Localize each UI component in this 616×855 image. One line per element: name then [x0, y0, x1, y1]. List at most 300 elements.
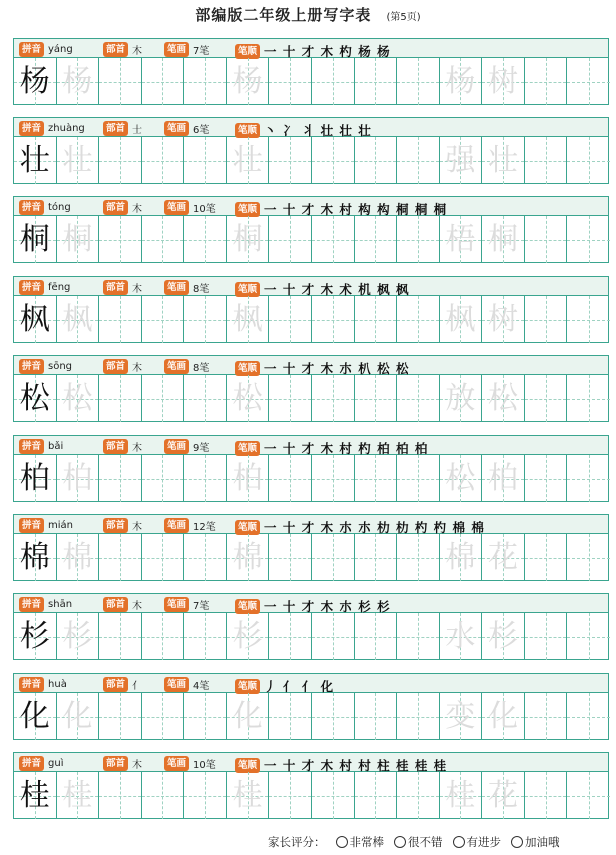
- writing-cell[interactable]: [57, 455, 100, 502]
- writing-cell[interactable]: [14, 693, 57, 740]
- stroke-order-value: 一 十 才 木 杓 杨 杨: [264, 44, 391, 59]
- writing-cell[interactable]: [99, 772, 142, 819]
- trace-character: 杨: [232, 63, 263, 99]
- writing-cell[interactable]: [227, 772, 270, 819]
- writing-cell[interactable]: [14, 296, 57, 343]
- writing-cell[interactable]: [312, 455, 355, 502]
- writing-cell[interactable]: [355, 137, 398, 184]
- writing-cell[interactable]: [525, 296, 568, 343]
- info-bar: [14, 674, 608, 693]
- model-character: 桐: [19, 221, 50, 257]
- writing-cell[interactable]: [312, 296, 355, 343]
- trace-word-char: 花: [487, 777, 518, 813]
- writing-cell[interactable]: [142, 693, 185, 740]
- writing-cell[interactable]: [184, 216, 227, 263]
- strokes-tag: 笔画: [164, 597, 189, 612]
- writing-cell[interactable]: [440, 375, 483, 422]
- stroke-order-tag: 笔顺: [235, 202, 260, 217]
- writing-cell[interactable]: [482, 137, 525, 184]
- writing-cell[interactable]: [482, 693, 525, 740]
- header: [0, 4, 616, 28]
- writing-cell[interactable]: [184, 58, 227, 105]
- writing-cell[interactable]: [397, 137, 440, 184]
- writing-cell[interactable]: [312, 613, 355, 660]
- writing-cell[interactable]: [142, 772, 185, 819]
- radical-tag: 部首: [103, 756, 128, 771]
- trace-character: 松: [232, 380, 263, 416]
- writing-cell[interactable]: [227, 375, 270, 422]
- writing-cell[interactable]: [227, 613, 270, 660]
- writing-cell[interactable]: [440, 693, 483, 740]
- radical-value: 木: [132, 363, 143, 374]
- writing-cell[interactable]: [397, 216, 440, 263]
- rating-option-excellent[interactable]: [336, 834, 385, 850]
- trace-character: 壮: [62, 142, 93, 178]
- trace-character: 杉: [62, 618, 93, 654]
- pinyin-tag: 拼音: [19, 597, 44, 612]
- writing-cell[interactable]: [184, 296, 227, 343]
- trace-character: 柏: [232, 460, 263, 496]
- stroke-order-value: 一 十 才 木 朩 朩 朸 朸 杓 杓 棉 棉: [264, 520, 485, 535]
- writing-cell[interactable]: [142, 296, 185, 343]
- pinyin-tag: 拼音: [19, 439, 44, 454]
- stroke-order-value: 一 十 才 木 朩 朳 松 松: [264, 361, 410, 376]
- trace-word-char: 强: [445, 142, 476, 178]
- model-character: 化: [19, 698, 50, 734]
- radical-value: 木: [132, 601, 143, 612]
- writing-cell[interactable]: [14, 613, 57, 660]
- writing-cell[interactable]: [99, 375, 142, 422]
- writing-grid: [14, 216, 608, 263]
- page-title: 部编版二年级上册写字表: [195, 6, 372, 24]
- rating-label: 家长评分：: [268, 835, 326, 849]
- writing-cell[interactable]: [397, 613, 440, 660]
- writing-cell[interactable]: [440, 58, 483, 105]
- writing-cell[interactable]: [14, 375, 57, 422]
- rating-option-good[interactable]: [394, 834, 443, 850]
- writing-cell[interactable]: [99, 296, 142, 343]
- writing-cell[interactable]: [57, 296, 100, 343]
- writing-cell[interactable]: [355, 534, 398, 581]
- writing-grid: [14, 296, 608, 343]
- writing-cell[interactable]: [525, 216, 568, 263]
- character-block: [13, 593, 609, 660]
- writing-cell[interactable]: [99, 613, 142, 660]
- writing-cell[interactable]: [227, 534, 270, 581]
- pinyin-tag: 拼音: [19, 280, 44, 295]
- trace-word-char: 桐: [487, 221, 518, 257]
- writing-cell[interactable]: [99, 216, 142, 263]
- pinyin-tag: 拼音: [19, 200, 44, 215]
- writing-cell[interactable]: [482, 455, 525, 502]
- writing-cell[interactable]: [227, 455, 270, 502]
- info-bar: [14, 277, 608, 296]
- strokes-tag: 笔画: [164, 677, 189, 692]
- model-character: 棉: [19, 539, 50, 575]
- parent-rating: [268, 834, 613, 850]
- writing-cell[interactable]: [227, 296, 270, 343]
- pinyin-value: mián: [48, 520, 74, 531]
- stroke-order-tag: 笔顺: [235, 758, 260, 773]
- info-bar: [14, 39, 608, 58]
- writing-cell[interactable]: [57, 375, 100, 422]
- writing-cell[interactable]: [397, 534, 440, 581]
- writing-grid: [14, 613, 608, 660]
- strokes-tag: 笔画: [164, 280, 189, 295]
- writing-cell[interactable]: [397, 296, 440, 343]
- stroke-order-tag: 笔顺: [235, 361, 260, 376]
- character-block: [13, 276, 609, 343]
- radio-circle-icon[interactable]: [453, 836, 465, 848]
- trace-character: 棉: [62, 539, 93, 575]
- radical-tag: 部首: [103, 200, 128, 215]
- info-bar: [14, 753, 608, 772]
- stroke-order-tag: 笔顺: [235, 123, 260, 138]
- model-character: 壮: [19, 142, 50, 178]
- writing-cell[interactable]: [312, 772, 355, 819]
- writing-cell[interactable]: [355, 375, 398, 422]
- character-block: [13, 117, 609, 184]
- pinyin-tag: 拼音: [19, 518, 44, 533]
- character-block: [13, 435, 609, 502]
- pinyin-value: tóng: [48, 202, 71, 213]
- writing-cell[interactable]: [567, 772, 610, 819]
- writing-cell[interactable]: [142, 455, 185, 502]
- writing-cell[interactable]: [57, 216, 100, 263]
- radical-tag: 部首: [103, 121, 128, 136]
- stroke-order-tag: 笔顺: [235, 282, 260, 297]
- trace-character: 松: [62, 380, 93, 416]
- strokes-value: 10笔: [193, 760, 216, 771]
- writing-cell[interactable]: [567, 216, 610, 263]
- pinyin-value: guì: [48, 758, 64, 769]
- writing-cell[interactable]: [397, 58, 440, 105]
- writing-cell[interactable]: [14, 455, 57, 502]
- stroke-order-value: 一 十 才 木 术 机 枫 枫: [264, 282, 410, 297]
- writing-cell[interactable]: [525, 58, 568, 105]
- writing-cell[interactable]: [397, 455, 440, 502]
- writing-cell[interactable]: [440, 455, 483, 502]
- pinyin-value: yáng: [48, 44, 73, 55]
- strokes-value: 8笔: [193, 284, 210, 295]
- stroke-order-tag: 笔顺: [235, 441, 260, 456]
- writing-cell[interactable]: [397, 375, 440, 422]
- radio-circle-icon[interactable]: [336, 836, 348, 848]
- writing-cell[interactable]: [440, 772, 483, 819]
- trace-character: 化: [62, 698, 93, 734]
- writing-grid: [14, 375, 608, 422]
- writing-cell[interactable]: [269, 58, 312, 105]
- writing-cell[interactable]: [184, 693, 227, 740]
- trace-word-char: 梧: [445, 221, 476, 257]
- model-character: 枫: [19, 301, 50, 337]
- writing-cell[interactable]: [482, 216, 525, 263]
- writing-cell[interactable]: [14, 216, 57, 263]
- info-bar: [14, 436, 608, 455]
- trace-character: 杨: [62, 63, 93, 99]
- radio-circle-icon[interactable]: [394, 836, 406, 848]
- radical-value: 木: [132, 46, 143, 57]
- radio-circle-icon[interactable]: [511, 836, 523, 848]
- writing-cell[interactable]: [142, 375, 185, 422]
- writing-cell[interactable]: [227, 58, 270, 105]
- writing-cell[interactable]: [312, 216, 355, 263]
- writing-cell[interactable]: [14, 772, 57, 819]
- writing-cell[interactable]: [567, 137, 610, 184]
- writing-cell[interactable]: [567, 296, 610, 343]
- writing-cell[interactable]: [99, 534, 142, 581]
- strokes-tag: 笔画: [164, 359, 189, 374]
- strokes-value: 8笔: [193, 363, 210, 374]
- stroke-order-value: 一 十 才 木 村 村 柱 桂 桂 桂: [264, 758, 448, 773]
- writing-cell[interactable]: [440, 613, 483, 660]
- writing-cell[interactable]: [312, 534, 355, 581]
- rating-option-label: 有进步: [466, 835, 501, 849]
- writing-cell[interactable]: [57, 613, 100, 660]
- pinyin-tag: 拼音: [19, 756, 44, 771]
- trace-character: 壮: [232, 142, 263, 178]
- trace-character: 桂: [62, 777, 93, 813]
- radical-value: 木: [132, 284, 143, 295]
- stroke-order-tag: 笔顺: [235, 599, 260, 614]
- writing-grid: [14, 137, 608, 184]
- writing-grid: [14, 693, 608, 740]
- strokes-value: 10笔: [193, 204, 216, 215]
- writing-cell[interactable]: [142, 216, 185, 263]
- radical-tag: 部首: [103, 677, 128, 692]
- writing-cell[interactable]: [482, 375, 525, 422]
- stroke-order-value: 丶 冫 丬 壮 壮 壮: [264, 123, 372, 138]
- model-character: 杉: [19, 618, 50, 654]
- trace-word-char: 放: [445, 380, 476, 416]
- writing-cell[interactable]: [440, 137, 483, 184]
- writing-cell[interactable]: [312, 375, 355, 422]
- model-character: 杨: [19, 63, 50, 99]
- writing-cell[interactable]: [525, 772, 568, 819]
- strokes-tag: 笔画: [164, 200, 189, 215]
- page-number: (第5页): [386, 12, 421, 23]
- info-bar: [14, 594, 608, 613]
- character-block: [13, 355, 609, 422]
- pinyin-value: shān: [48, 599, 73, 610]
- writing-cell[interactable]: [57, 772, 100, 819]
- trace-word-char: 松: [487, 380, 518, 416]
- writing-cell[interactable]: [355, 296, 398, 343]
- writing-cell[interactable]: [184, 375, 227, 422]
- pinyin-value: fēng: [48, 282, 71, 293]
- trace-word-char: 枫: [445, 301, 476, 337]
- writing-grid: [14, 455, 608, 502]
- rating-option-keep-going[interactable]: [511, 834, 560, 850]
- radical-tag: 部首: [103, 597, 128, 612]
- pinyin-value: huà: [48, 679, 67, 690]
- writing-cell[interactable]: [525, 534, 568, 581]
- writing-cell[interactable]: [440, 534, 483, 581]
- writing-cell[interactable]: [227, 137, 270, 184]
- writing-cell[interactable]: [525, 455, 568, 502]
- strokes-tag: 笔画: [164, 42, 189, 57]
- writing-grid: [14, 772, 608, 819]
- model-character: 柏: [19, 460, 50, 496]
- rating-option-label: 非常棒: [349, 835, 384, 849]
- writing-cell[interactable]: [525, 137, 568, 184]
- radical-tag: 部首: [103, 42, 128, 57]
- rating-option-label: 加油哦: [525, 835, 560, 849]
- writing-cell[interactable]: [355, 772, 398, 819]
- writing-cell[interactable]: [57, 137, 100, 184]
- writing-cell[interactable]: [99, 693, 142, 740]
- info-bar: [14, 118, 608, 137]
- writing-cell[interactable]: [482, 296, 525, 343]
- writing-cell[interactable]: [99, 137, 142, 184]
- writing-cell[interactable]: [14, 58, 57, 105]
- trace-character: 桂: [232, 777, 263, 813]
- stroke-order-tag: 笔顺: [235, 520, 260, 535]
- rating-option-progress[interactable]: [453, 834, 502, 850]
- pinyin-tag: 拼音: [19, 121, 44, 136]
- trace-word-char: 化: [487, 698, 518, 734]
- radical-value: 木: [132, 522, 143, 533]
- writing-cell[interactable]: [312, 58, 355, 105]
- writing-cell[interactable]: [355, 693, 398, 740]
- stroke-order-tag: 笔顺: [235, 679, 260, 694]
- stroke-order-value: 一 十 才 木 朩 杉 杉: [264, 599, 391, 614]
- writing-cell[interactable]: [355, 58, 398, 105]
- trace-word-char: 变: [445, 698, 476, 734]
- radical-tag: 部首: [103, 518, 128, 533]
- trace-character: 桐: [232, 221, 263, 257]
- writing-cell[interactable]: [184, 137, 227, 184]
- pinyin-tag: 拼音: [19, 359, 44, 374]
- trace-character: 枫: [232, 301, 263, 337]
- radical-tag: 部首: [103, 280, 128, 295]
- writing-cell[interactable]: [269, 534, 312, 581]
- trace-word-char: 松: [445, 460, 476, 496]
- writing-cell[interactable]: [57, 534, 100, 581]
- writing-cell[interactable]: [440, 216, 483, 263]
- writing-cell[interactable]: [312, 137, 355, 184]
- trace-word-char: 壮: [487, 142, 518, 178]
- writing-cell[interactable]: [142, 613, 185, 660]
- writing-cell[interactable]: [99, 58, 142, 105]
- writing-cell[interactable]: [184, 613, 227, 660]
- writing-cell[interactable]: [525, 613, 568, 660]
- writing-cell[interactable]: [355, 216, 398, 263]
- stroke-order-value: 一 十 才 木 村 构 构 桐 桐 桐: [264, 202, 448, 217]
- writing-cell[interactable]: [482, 772, 525, 819]
- writing-cell[interactable]: [142, 137, 185, 184]
- trace-word-char: 花: [487, 539, 518, 575]
- writing-cell[interactable]: [525, 693, 568, 740]
- radical-value: 木: [132, 204, 143, 215]
- model-character: 松: [19, 380, 50, 416]
- pinyin-tag: 拼音: [19, 677, 44, 692]
- writing-cell[interactable]: [184, 772, 227, 819]
- writing-cell[interactable]: [57, 58, 100, 105]
- strokes-value: 12笔: [193, 522, 216, 533]
- writing-cell[interactable]: [355, 455, 398, 502]
- strokes-value: 4笔: [193, 681, 210, 692]
- writing-cell[interactable]: [397, 772, 440, 819]
- writing-cell[interactable]: [269, 455, 312, 502]
- pinyin-value: bǎi: [48, 441, 64, 452]
- writing-cell[interactable]: [227, 693, 270, 740]
- trace-character: 化: [232, 698, 263, 734]
- radical-tag: 部首: [103, 359, 128, 374]
- writing-cell[interactable]: [567, 534, 610, 581]
- writing-cell[interactable]: [482, 534, 525, 581]
- character-block: [13, 514, 609, 581]
- writing-cell[interactable]: [99, 455, 142, 502]
- writing-cell[interactable]: [567, 58, 610, 105]
- writing-cell[interactable]: [355, 613, 398, 660]
- writing-cell[interactable]: [184, 534, 227, 581]
- writing-cell[interactable]: [184, 455, 227, 502]
- writing-cell[interactable]: [269, 613, 312, 660]
- writing-cell[interactable]: [567, 455, 610, 502]
- writing-cell[interactable]: [567, 693, 610, 740]
- character-block: [13, 673, 609, 740]
- writing-cell[interactable]: [14, 137, 57, 184]
- writing-cell[interactable]: [142, 58, 185, 105]
- trace-word-char: 柏: [487, 460, 518, 496]
- writing-cell[interactable]: [482, 613, 525, 660]
- pinyin-tag: 拼音: [19, 42, 44, 57]
- writing-cell[interactable]: [269, 772, 312, 819]
- info-bar: [14, 356, 608, 375]
- stroke-order-value: 丿 亻 亻 化: [264, 679, 335, 694]
- character-block: [13, 38, 609, 105]
- stroke-order-value: 一 十 才 木 村 杓 柏 柏 柏: [264, 441, 429, 456]
- radical-value: 亻: [132, 681, 143, 692]
- writing-grid: [14, 534, 608, 581]
- trace-character: 棉: [232, 539, 263, 575]
- strokes-tag: 笔画: [164, 439, 189, 454]
- writing-cell[interactable]: [269, 693, 312, 740]
- writing-cell[interactable]: [482, 58, 525, 105]
- trace-word-char: 树: [487, 301, 518, 337]
- info-bar: [14, 197, 608, 216]
- trace-word-char: 水: [445, 618, 476, 654]
- writing-cell[interactable]: [269, 137, 312, 184]
- writing-cell[interactable]: [14, 534, 57, 581]
- writing-cell[interactable]: [269, 296, 312, 343]
- writing-cell[interactable]: [142, 534, 185, 581]
- character-block: [13, 196, 609, 263]
- trace-character: 桐: [62, 221, 93, 257]
- trace-word-char: 棉: [445, 539, 476, 575]
- writing-cell[interactable]: [227, 216, 270, 263]
- writing-cell[interactable]: [269, 216, 312, 263]
- trace-character: 柏: [62, 460, 93, 496]
- writing-cell[interactable]: [525, 375, 568, 422]
- writing-cell[interactable]: [397, 693, 440, 740]
- strokes-value: 7笔: [193, 601, 210, 612]
- strokes-tag: 笔画: [164, 756, 189, 771]
- radical-value: 木: [132, 760, 143, 771]
- writing-grid: [14, 58, 608, 105]
- writing-cell[interactable]: [567, 375, 610, 422]
- writing-cell[interactable]: [567, 613, 610, 660]
- writing-cell[interactable]: [57, 693, 100, 740]
- pinyin-value: sōng: [48, 361, 73, 372]
- radical-value: 木: [132, 443, 143, 454]
- rating-option-label: 很不错: [408, 835, 443, 849]
- writing-cell[interactable]: [440, 296, 483, 343]
- trace-character: 枫: [62, 301, 93, 337]
- writing-cell[interactable]: [312, 693, 355, 740]
- writing-cell[interactable]: [269, 375, 312, 422]
